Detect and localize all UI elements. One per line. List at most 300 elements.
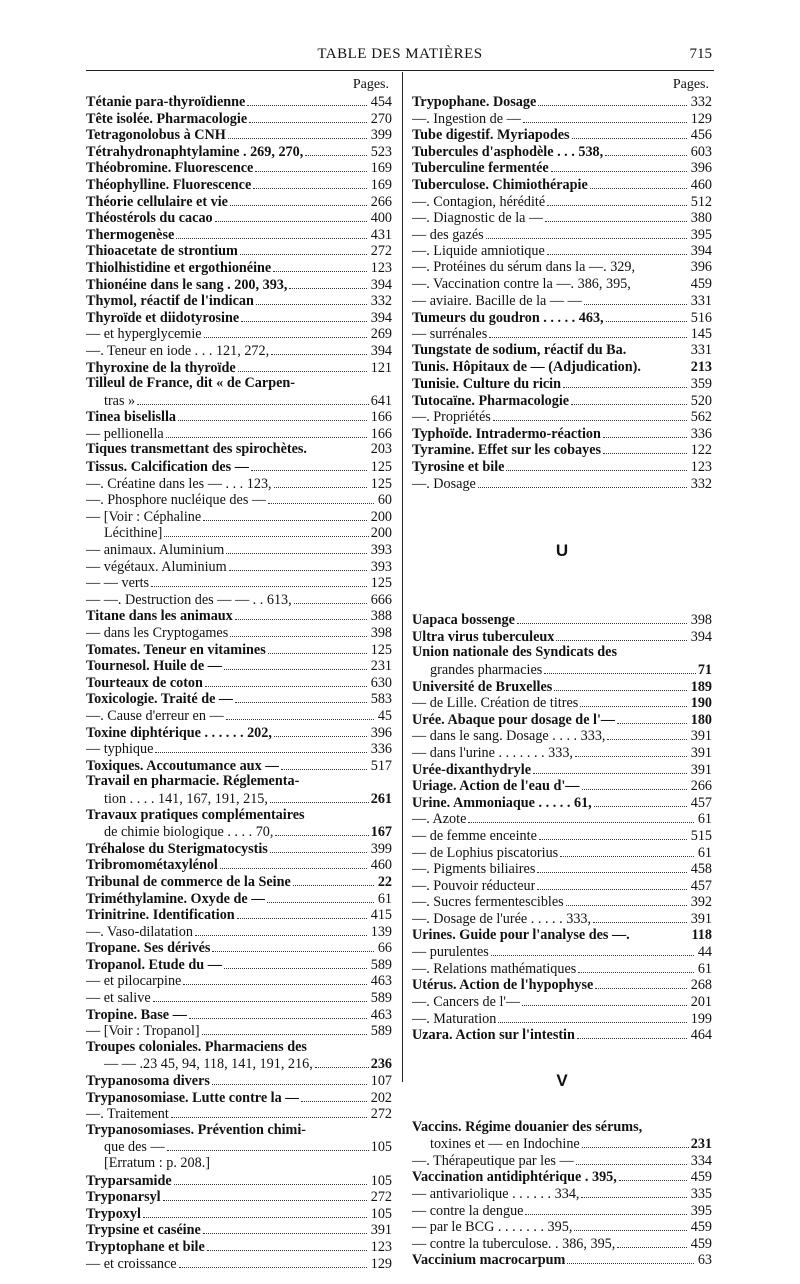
index-entry: [412, 176, 712, 193]
entry-text: Tuberculose. Chimiothérapie: [412, 176, 588, 193]
dot-leader: [551, 159, 687, 172]
entry-text: — contre la tuberculose. . 386, 395,: [412, 1235, 616, 1252]
entry-text: —. Ingestion de —: [412, 110, 521, 127]
index-entry: [412, 810, 712, 827]
entry-page-number: 391: [690, 910, 712, 927]
entry-page-number: 189: [690, 678, 712, 695]
entry-page-number: 269: [370, 326, 392, 342]
left-column: [86, 76, 392, 1271]
index-entry: [412, 976, 712, 993]
index-entries-right: [412, 93, 712, 491]
dot-leader: [251, 458, 367, 471]
dot-leader: [215, 209, 367, 222]
index-entry: [412, 1185, 712, 1202]
entry-page-number: 180: [690, 711, 712, 728]
dot-leader: [274, 475, 367, 488]
right-column: [412, 76, 712, 1268]
index-entry: [412, 276, 712, 293]
entry-page-number: 464: [690, 1027, 712, 1043]
dot-leader: [632, 927, 688, 939]
entry-text: — et hyperglycemie: [86, 326, 202, 342]
entry-text: Tubercules d'asphodèle . . . 538,: [412, 143, 604, 160]
entry-text: —. Propriétés: [412, 409, 491, 425]
dot-leader: [270, 790, 369, 803]
entry-page-number: 630: [370, 674, 392, 691]
entry-page-number: 666: [370, 591, 392, 608]
entry-page-number: 268: [690, 977, 712, 993]
index-entry: [86, 110, 392, 127]
dot-leader: [489, 325, 686, 338]
index-entry: [86, 574, 392, 591]
index-entry: [86, 1022, 392, 1039]
dot-leader: [220, 856, 367, 869]
entry-text: Tropane. Ses dérivés: [86, 940, 211, 956]
index-entry: [86, 724, 392, 741]
entry-text: — et salive: [86, 990, 151, 1006]
dot-leader: [517, 611, 687, 624]
entry-page-number: 63: [697, 1252, 712, 1269]
entry-page-number: 515: [690, 827, 712, 844]
index-entry: [412, 744, 712, 761]
entry-page-number: 589: [370, 1023, 392, 1039]
entry-page-number: 380: [690, 210, 712, 226]
index-entry: [412, 927, 712, 944]
dot-leader: [493, 408, 687, 421]
entry-text: —. Cancers de l'—: [412, 993, 521, 1010]
dot-leader: [605, 143, 687, 156]
dot-leader: [595, 976, 686, 989]
entry-page-number: 393: [370, 558, 392, 575]
entry-text: — — .23 45, 94, 118, 141, 191, 216,: [104, 1056, 313, 1073]
dot-leader: [506, 458, 686, 471]
index-entry: [86, 790, 392, 807]
dot-leader: [155, 740, 366, 753]
dot-leader: [255, 159, 366, 172]
entry-text: Tutocaïne. Pharmacologie: [412, 392, 570, 409]
dot-leader: [235, 690, 367, 703]
entry-text: —. Phosphore nucléique des —: [86, 492, 267, 508]
entry-text: —. Cause d'erreur en —: [86, 707, 224, 724]
entry-text: Uapaca bossenge: [412, 612, 515, 628]
index-entry: [86, 1205, 392, 1222]
entry-text: Tube digestif. Myriapodes: [412, 127, 570, 143]
dot-leader: [183, 972, 366, 985]
entry-page-number: 45: [377, 707, 392, 724]
dot-leader: [560, 844, 694, 857]
entry-text: Thermogenèse: [86, 226, 175, 243]
entry-text: — contre la dengue: [412, 1202, 524, 1219]
dot-leader: [554, 678, 686, 691]
index-entry: [86, 126, 392, 143]
entry-text: Typhoïde. Intradermo-réaction: [412, 425, 601, 442]
index-entry: [86, 176, 392, 193]
index-entry: [86, 1255, 392, 1272]
entry-text: Toxicologie. Traité de —: [86, 691, 234, 707]
entry-page-number: 395: [690, 226, 712, 243]
dot-leader: [151, 574, 367, 587]
dot-leader: [606, 309, 687, 322]
entry-page-number: 22: [377, 873, 392, 890]
index-entry: [86, 159, 392, 176]
entry-text: Tryparsamide: [86, 1172, 172, 1189]
entry-text: Tribromométaxylénol: [86, 857, 218, 873]
dot-leader: [204, 325, 367, 338]
dot-leader: [171, 1105, 367, 1118]
dot-leader: [525, 1202, 686, 1215]
index-entry: [86, 757, 392, 774]
dot-leader: [577, 1026, 687, 1039]
entry-page-number: 105: [370, 1139, 392, 1156]
index-entries-u: [412, 611, 712, 1042]
entry-page-number: 199: [690, 1010, 712, 1027]
entry-text: —. Pigments biliaires: [412, 861, 536, 877]
entry-page-number: 272: [370, 1189, 392, 1205]
entry-page-number: 359: [690, 376, 712, 392]
index-entry: [412, 644, 712, 661]
entry-text: Travaux pratiques complémentaires: [86, 806, 305, 823]
dot-leader: [167, 1138, 369, 1151]
entry-text: Toxiques. Accoutumance aux —: [86, 757, 280, 774]
dot-leader: [309, 441, 367, 453]
header-rule: [86, 70, 714, 71]
entry-page-number: 272: [370, 1106, 392, 1122]
entry-text: Tyrosine et bile: [412, 459, 505, 475]
index-entry: [86, 209, 392, 226]
index-entry: [86, 1039, 392, 1056]
index-entry: [86, 624, 392, 641]
index-entry: [86, 657, 392, 674]
dot-leader: [544, 661, 696, 674]
index-entry: [86, 193, 392, 210]
index-entry: [412, 126, 712, 143]
index-entry: [412, 475, 712, 492]
index-entry: [86, 226, 392, 243]
entry-page-number: 125: [370, 459, 392, 475]
index-entry: [412, 1251, 712, 1268]
index-entry: [86, 93, 392, 110]
entry-page-number: 394: [370, 342, 392, 359]
dot-leader: [153, 989, 367, 1002]
entry-text: — et pilocarpine: [86, 973, 182, 990]
dot-leader: [195, 923, 367, 936]
entry-text: Thymol, réactif de l'indican: [86, 293, 254, 309]
entry-text: Théostérols du cacao: [86, 210, 213, 226]
entry-text: — — verts: [86, 575, 150, 591]
dot-leader: [575, 744, 687, 757]
dot-leader: [644, 1119, 708, 1131]
entry-text: — antivariolique . . . . . . 334,: [412, 1186, 580, 1202]
index-entry: [412, 661, 712, 678]
entry-text: tion . . . . 141, 167, 191, 215,: [104, 790, 268, 807]
entry-text: Tunis. Hôpitaux de — (Adjudication).: [412, 358, 641, 375]
entry-page-number: 201: [690, 993, 712, 1010]
entry-page-number: 463: [370, 973, 392, 990]
entry-page-number: 231: [690, 1136, 712, 1153]
entry-text: Tropanol. Etude du —: [86, 956, 222, 973]
index-entry: [86, 807, 392, 824]
dot-leader: [603, 425, 687, 438]
index-entry: [412, 943, 712, 960]
index-entry: [86, 1105, 392, 1122]
entry-text: —. Pouvoir réducteur: [412, 877, 536, 894]
entry-page-number: 266: [370, 193, 392, 210]
entry-page-number: 129: [370, 1255, 392, 1272]
index-entry: [86, 375, 392, 392]
entry-text: Trypanosoma divers: [86, 1073, 210, 1089]
dot-leader: [224, 956, 367, 969]
index-entry: [86, 1238, 392, 1255]
entry-text: Vaccinium macrocarpum: [412, 1252, 566, 1269]
entry-text: Triméthylamine. Oxyde de —: [86, 890, 266, 907]
index-entry: [86, 458, 392, 475]
dot-leader: [539, 827, 687, 840]
dot-leader: [271, 342, 367, 355]
entry-page-number: 331: [690, 341, 712, 358]
entry-page-number: 213: [690, 358, 712, 375]
dot-leader: [226, 541, 366, 554]
entry-page-number: 388: [370, 608, 392, 624]
index-entry: [412, 777, 712, 794]
dot-leader: [628, 342, 686, 354]
index-entry: [412, 242, 712, 259]
entry-page-number: 336: [690, 425, 712, 442]
entry-text: Union nationale des Syndicats des: [412, 644, 617, 661]
dot-leader: [273, 259, 366, 272]
entry-page-number: 231: [370, 658, 392, 674]
entry-page-number: 272: [370, 243, 392, 259]
entry-text: — dans le sang. Dosage . . . . 333,: [412, 728, 606, 744]
index-entry: [86, 508, 392, 525]
dot-leader: [268, 641, 367, 654]
index-entry: [412, 1202, 712, 1219]
entry-page-number: 589: [370, 956, 392, 973]
dot-leader: [237, 906, 367, 919]
entry-page-number: 460: [690, 176, 712, 193]
entry-page-number: 332: [690, 475, 712, 492]
index-entry: [412, 110, 712, 127]
entry-page-number: 71: [697, 662, 712, 679]
index-entry: [86, 989, 392, 1006]
index-entry: [86, 425, 392, 442]
dot-leader: [486, 226, 687, 239]
dot-leader: [537, 877, 686, 890]
entry-page-number: 463: [370, 1006, 392, 1023]
index-entry: [86, 591, 392, 608]
entry-page-number: 61: [377, 890, 392, 907]
entry-page-number: 270: [370, 110, 392, 127]
index-entry: [412, 910, 712, 927]
dot-leader: [178, 408, 367, 421]
entry-page-number: 60: [377, 492, 392, 508]
dot-leader: [275, 823, 368, 836]
entry-text: Trypanosomiases. Prévention chimi-: [86, 1121, 307, 1138]
entry-page-number: 512: [690, 193, 712, 210]
dot-leader: [212, 939, 373, 952]
dot-leader: [593, 910, 687, 923]
entry-page-number: 398: [370, 625, 392, 641]
entry-text: Urée. Abaque pour dosage de l'—: [412, 711, 616, 728]
index-entry: [412, 392, 712, 409]
index-entry: [412, 1218, 712, 1235]
dot-leader: [315, 1055, 369, 1068]
dot-leader: [643, 359, 687, 371]
entry-text: —. Thérapeutique par les —: [412, 1152, 574, 1169]
entry-text: —. Relations mathématiques: [412, 960, 577, 977]
dot-leader: [247, 93, 366, 106]
dot-leader: [607, 727, 686, 740]
entry-text: —. Vaso-dilatation: [86, 923, 193, 940]
index-entry: [86, 873, 392, 890]
index-entry: [412, 325, 712, 342]
entry-text: —. Teneur en iode . . . 121, 272,: [86, 342, 270, 359]
dot-leader: [179, 1255, 367, 1268]
dot-leader: [238, 359, 367, 372]
index-entry: [412, 1026, 712, 1043]
index-entry: [86, 541, 392, 558]
entry-page-number: 415: [370, 907, 392, 923]
dot-leader: [301, 773, 388, 785]
index-entry: [412, 193, 712, 210]
entry-text: Tungstate de sodium, réactif du Ba.: [412, 341, 627, 358]
entry-page-number: 394: [370, 309, 392, 326]
index-entry: [412, 93, 712, 110]
index-entry: [412, 628, 712, 645]
dot-leader: [581, 1185, 686, 1198]
entry-text: Lécithine]: [104, 525, 163, 542]
entry-page-number: 459: [690, 1219, 712, 1235]
dot-leader: [297, 375, 388, 387]
entry-page-number: 66: [377, 940, 392, 956]
index-entry: [86, 1055, 392, 1072]
index-entry: [86, 690, 392, 707]
index-entry: [86, 276, 392, 293]
entry-page-number: 334: [690, 1152, 712, 1169]
entry-page-number: 391: [690, 745, 712, 761]
index-entry: [86, 143, 392, 160]
index-entry: [412, 309, 712, 326]
dot-leader: [619, 1168, 687, 1181]
index-entry: [86, 441, 392, 458]
entry-text: — végétaux. Aluminium: [86, 558, 227, 575]
entry-text: Utérus. Action de l'hypophyse: [412, 977, 594, 993]
entry-page-number: 169: [370, 160, 392, 176]
entry-text: —. Traitement: [86, 1106, 169, 1122]
entry-text: — de Lophius piscatorius: [412, 844, 559, 861]
entry-page-number: 400: [370, 210, 392, 226]
entry-text: Tropine. Base —: [86, 1006, 187, 1023]
entry-page-number: 61: [697, 844, 712, 861]
dot-leader: [240, 242, 367, 255]
index-entry: [86, 1172, 392, 1189]
dot-leader: [212, 1155, 390, 1167]
entry-page-number: 200: [370, 508, 392, 525]
index-entry: [86, 309, 392, 326]
entry-text: Vaccins. Régime douanier des sérums,: [412, 1118, 643, 1135]
entry-page-number: 332: [690, 94, 712, 110]
index-entry: [412, 342, 712, 359]
index-entry: [412, 727, 712, 744]
entry-page-number: 396: [690, 160, 712, 176]
dot-leader: [226, 707, 374, 720]
dot-leader: [571, 392, 687, 405]
entry-text: que des —: [104, 1139, 165, 1156]
entry-text: Tilleul de France, dit « de Carpen-: [86, 375, 295, 392]
dot-leader: [293, 873, 374, 886]
index-entry: [412, 226, 712, 243]
entry-text: de chimie biologique . . . . 70,: [104, 824, 274, 841]
entry-text: Tryponarsyl: [86, 1189, 161, 1205]
index-entry: [86, 1138, 392, 1155]
entry-text: — de femme enceinte: [412, 827, 537, 844]
index-entry: [86, 840, 392, 857]
entry-text: Théophylline. Fluorescence: [86, 176, 252, 193]
dot-leader: [256, 292, 367, 305]
dot-leader: [164, 524, 368, 537]
dot-leader: [617, 1235, 686, 1248]
index-entry: [86, 939, 392, 956]
dot-leader: [301, 1089, 366, 1102]
index-entry: [412, 408, 712, 425]
entry-page-number: 123: [690, 459, 712, 475]
entry-text: Thioacetate de strontium: [86, 243, 238, 259]
entry-text: tras »: [104, 392, 136, 409]
dot-leader: [617, 711, 687, 724]
entry-text: Trypoxyl: [86, 1205, 141, 1222]
entry-text: grandes pharmacies: [430, 662, 543, 679]
entry-page-number: 393: [370, 542, 392, 558]
entry-page-number: 122: [690, 442, 712, 459]
entry-text: Trypanosomiase. Lutte contre la —: [86, 1089, 300, 1106]
entry-page-number: 61: [697, 960, 712, 977]
dot-leader: [176, 226, 366, 239]
entry-text: — aviaire. Bacille de la — —: [412, 293, 582, 309]
dot-leader: [202, 1022, 367, 1035]
index-entry: [86, 972, 392, 989]
entry-text: Thyroïde et diidotyrosine: [86, 309, 240, 326]
entry-page-number: 391: [690, 728, 712, 744]
dot-leader: [498, 1010, 686, 1023]
dot-leader: [567, 1251, 694, 1264]
dot-leader: [274, 724, 367, 737]
index-entry: [412, 761, 712, 778]
entry-text: —. Sucres fermentescibles: [412, 894, 564, 910]
entry-text: Tumeurs du goudron . . . . . 463,: [412, 309, 604, 326]
entry-page-number: 139: [370, 923, 392, 940]
dot-leader: [166, 425, 367, 438]
page-number: 715: [689, 46, 712, 62]
entry-page-number: 167: [370, 824, 392, 841]
dot-leader: [537, 860, 686, 873]
entry-text: Thiolhistidine et ergothionéine: [86, 259, 272, 276]
entry-text: Troupes coloniales. Pharmaciens des: [86, 1038, 307, 1055]
index-entry: [412, 794, 712, 811]
entry-text: Tourteaux de coton: [86, 674, 203, 691]
index-entries-left: [86, 93, 392, 1271]
entry-page-number: 391: [370, 1222, 392, 1238]
entry-text: Titane dans les animaux: [86, 608, 233, 624]
page-header-title: TABLE DES MATIÈRES: [317, 46, 483, 62]
index-entry: [86, 242, 392, 259]
index-entry: [412, 844, 712, 861]
entry-text: —. Liquide amniotique: [412, 243, 545, 259]
entry-page-number: 105: [370, 1205, 392, 1222]
dot-leader: [574, 1218, 686, 1231]
entry-text: —. Azote: [412, 811, 467, 827]
entry-page-number: 394: [690, 243, 712, 259]
entry-page-number: 125: [370, 575, 392, 591]
entry-text: Théorie cellulaire et vie: [86, 193, 228, 210]
entry-text: Tinea biselislla: [86, 409, 177, 425]
